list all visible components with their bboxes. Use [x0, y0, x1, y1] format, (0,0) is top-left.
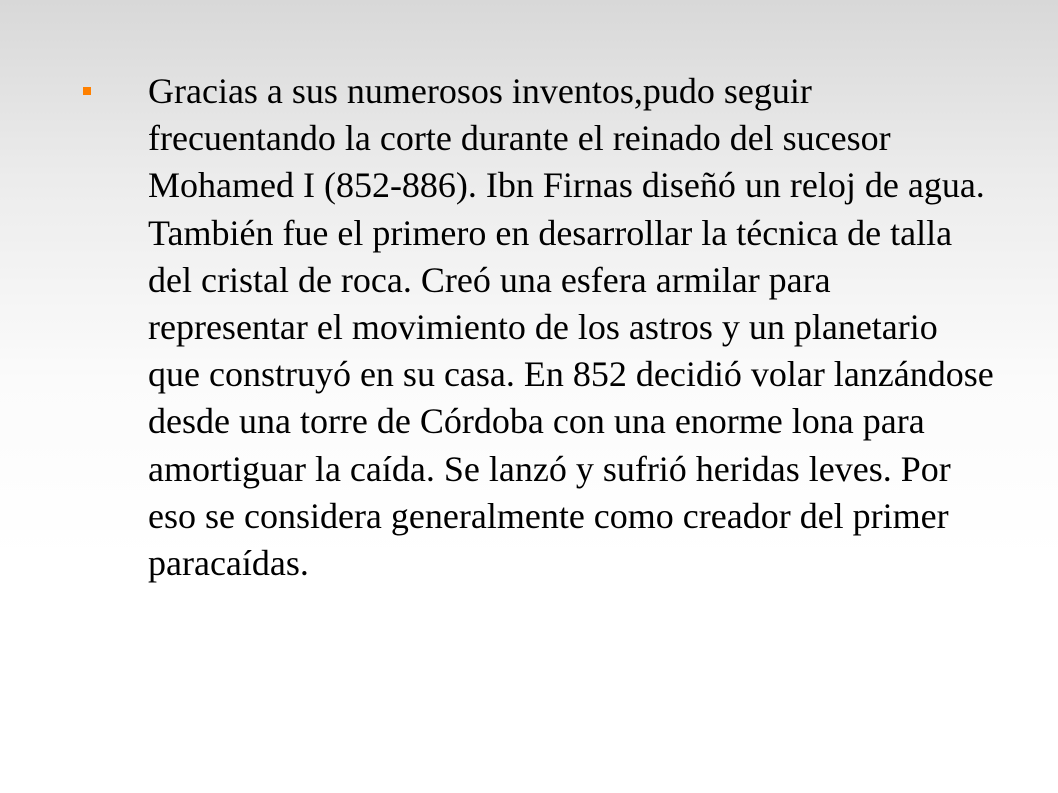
- bullet-list: [80, 68, 1010, 587]
- square-bullet-icon: [83, 87, 91, 95]
- bullet-item: [80, 68, 1010, 587]
- bullet-text: Gracias a sus numerosos inventos,pudo seguir frecuentando la corte durante el reinado del sucesor Mohamed I (852-886). Ibn Firnas diseñó un reloj de agua. También fue el primero en desarrollar la técnica de talla del cristal de roca. Creó una esfera armilar para representar el movimiento de los astros y un planetario que construyó en su casa. En 852 decidió volar lanzándose desde una torre de Córdoba con una enorme lona para amortiguar la caída. Se lanzó y sufrió heridas leves. Por eso se considera generalmente como creador del primer paracaídas.: [148, 71, 994, 584]
